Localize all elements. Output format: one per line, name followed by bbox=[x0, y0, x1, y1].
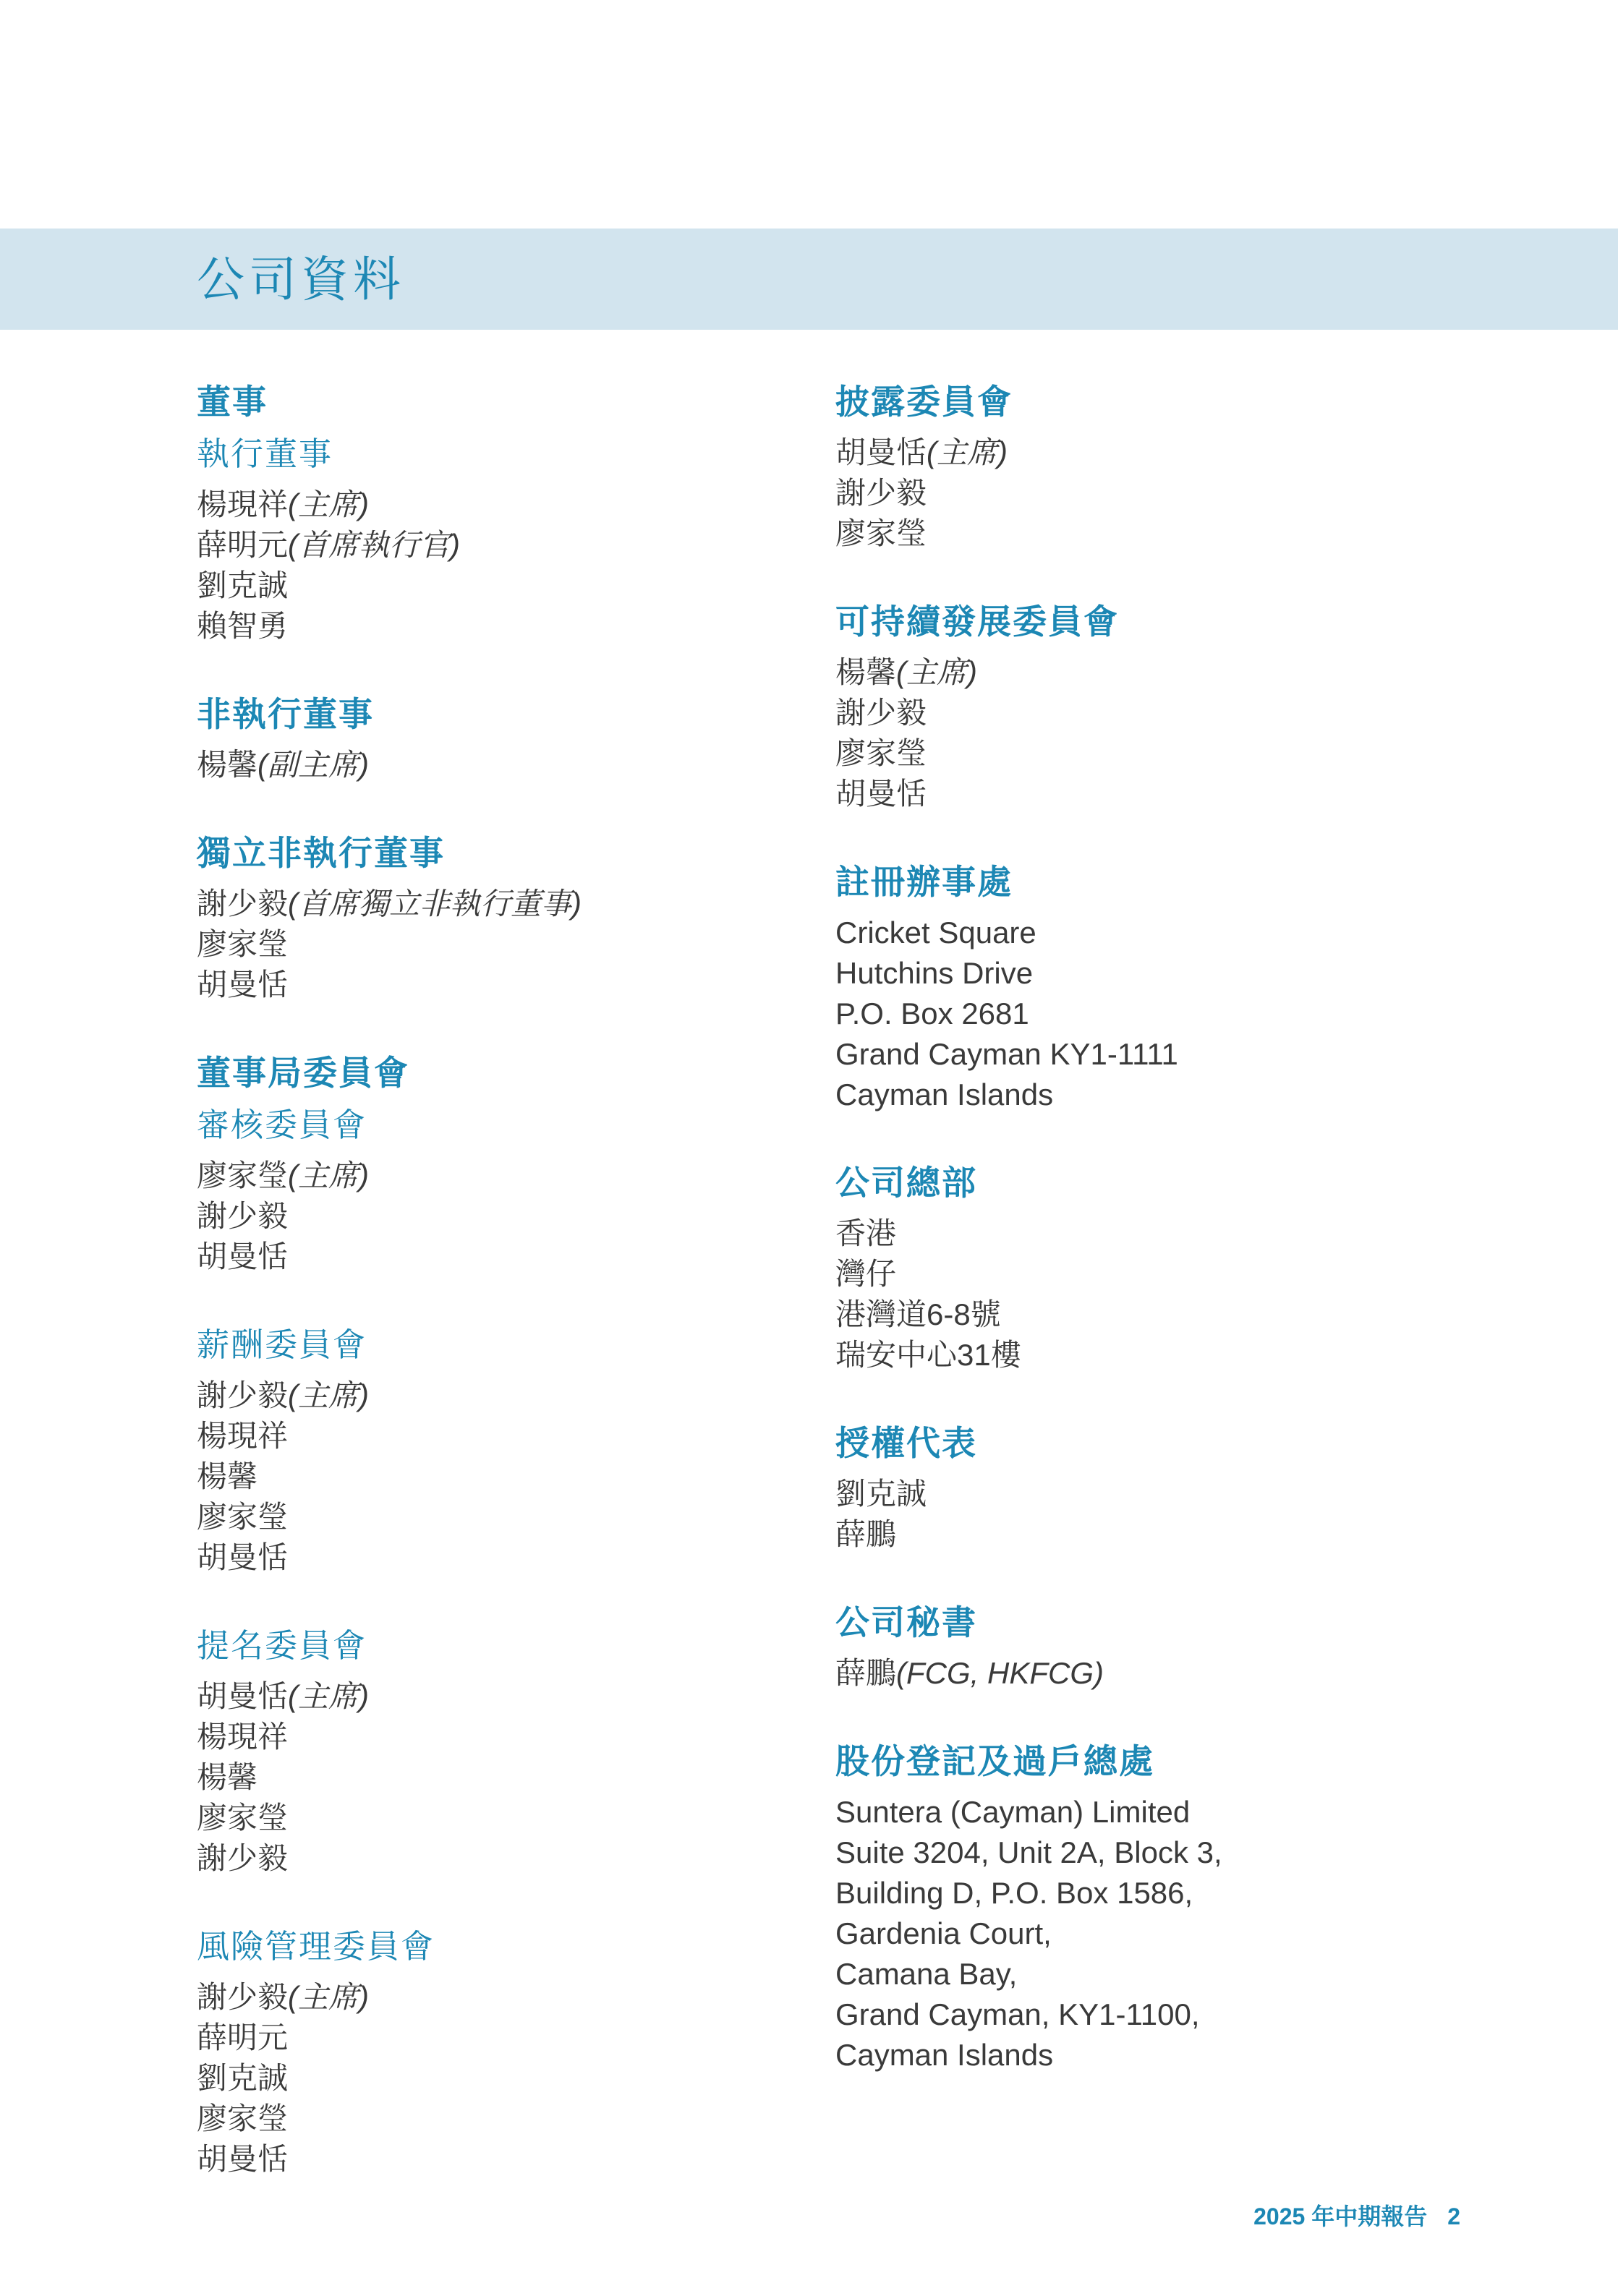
company-secretary-list bbox=[835, 1653, 1559, 1694]
non-executive-directors-heading: 非執行董事 bbox=[197, 695, 374, 733]
member-name: 薛明元 bbox=[197, 528, 289, 562]
member-row bbox=[197, 1838, 819, 1879]
text-line: 瑞安中心31樓 bbox=[835, 1338, 1021, 1372]
member-row bbox=[197, 1717, 819, 1757]
independent-directors-list bbox=[197, 884, 819, 1005]
risk-committee-list bbox=[197, 1977, 819, 2180]
member-role: (主席) bbox=[896, 655, 977, 689]
text-line: Cayman Islands bbox=[835, 2038, 1054, 2072]
text-line: 劉克誠 bbox=[835, 1477, 927, 1511]
non-executive-directors-list bbox=[197, 745, 819, 785]
member-row bbox=[835, 513, 1559, 554]
page-footer bbox=[1253, 2198, 1460, 2235]
remuneration-committee-section bbox=[197, 1319, 819, 1578]
member-row bbox=[197, 1798, 819, 1838]
member-role: (副主席) bbox=[257, 748, 369, 782]
registered-office-address bbox=[835, 913, 1559, 1115]
text-line: 薛鵬 bbox=[835, 1517, 897, 1551]
member-name: 廖家瑩 bbox=[197, 1158, 289, 1192]
nomination-committee-section bbox=[197, 1620, 819, 1879]
member-row bbox=[197, 745, 819, 785]
member-name: 楊馨 bbox=[197, 1760, 258, 1794]
disclosure-committee-section bbox=[835, 376, 1559, 554]
member-name: 廖家瑩 bbox=[835, 516, 927, 550]
executive-directors-heading: 執行董事 bbox=[197, 435, 333, 472]
member-row bbox=[197, 924, 819, 965]
member-row bbox=[197, 2058, 819, 2099]
independent-directors-heading: 獨立非執行董事 bbox=[197, 834, 445, 872]
member-name: 廖家瑩 bbox=[197, 1801, 289, 1835]
text-line: 港灣道6-8號 bbox=[835, 1297, 1001, 1331]
member-name: 楊現祥 bbox=[197, 487, 289, 521]
text-line: Grand Cayman, KY1-1100, bbox=[835, 1997, 1200, 2031]
member-name: 謝少毅 bbox=[197, 887, 289, 921]
text-line: Cricket Square bbox=[835, 916, 1036, 949]
member-row bbox=[197, 2018, 819, 2058]
member-name: 薛明元 bbox=[197, 2020, 289, 2054]
share-registrar-section bbox=[835, 1736, 1559, 2075]
member-row bbox=[197, 1676, 819, 1717]
page-number: 2 bbox=[1447, 2203, 1460, 2229]
member-row bbox=[197, 884, 819, 924]
member-row bbox=[197, 525, 819, 566]
headquarters-address bbox=[835, 1213, 1559, 1375]
member-name: 楊現祥 bbox=[197, 1419, 289, 1453]
member-name: 胡曼恬 bbox=[197, 2142, 289, 2176]
member-row bbox=[197, 1757, 819, 1798]
member-name: 胡曼恬 bbox=[835, 777, 927, 811]
executive-directors-section bbox=[197, 428, 819, 646]
report-name: 2025 年中期報告 bbox=[1253, 2203, 1428, 2229]
authorized-representatives-heading: 授權代表 bbox=[835, 1424, 977, 1462]
member-row bbox=[197, 2139, 819, 2180]
member-role: (主席) bbox=[288, 487, 369, 521]
committees-heading: 董事局委員會 bbox=[197, 1054, 409, 1092]
member-row bbox=[835, 693, 1559, 733]
executive-directors-list bbox=[197, 485, 819, 646]
member-row bbox=[197, 1977, 819, 2018]
left-column bbox=[197, 376, 819, 2222]
nomination-committee-heading: 提名委員會 bbox=[197, 1627, 367, 1664]
member-name: 楊馨 bbox=[197, 748, 258, 782]
remuneration-committee-heading: 薪酬委員會 bbox=[197, 1326, 367, 1363]
member-name: 楊馨 bbox=[835, 655, 897, 689]
member-name: 劉克誠 bbox=[197, 568, 289, 602]
company-secretary-heading: 公司秘書 bbox=[835, 1603, 977, 1642]
member-name: 賴智勇 bbox=[197, 609, 289, 643]
sustainability-committee-section bbox=[835, 596, 1559, 814]
text-line: Grand Cayman KY1-1111 bbox=[835, 1037, 1178, 1071]
right-column bbox=[835, 376, 1559, 2117]
text-line: Gardenia Court, bbox=[835, 1916, 1052, 1950]
member-row bbox=[835, 652, 1559, 693]
company-secretary-section bbox=[835, 1597, 1559, 1694]
member-role: (首席執行官) bbox=[288, 528, 460, 562]
member-row bbox=[835, 774, 1559, 814]
nomination-committee-list bbox=[197, 1676, 819, 1879]
non-executive-directors-section bbox=[197, 688, 819, 785]
member-row bbox=[197, 1537, 819, 1578]
member-row bbox=[835, 473, 1559, 513]
member-name: 胡曼恬 bbox=[197, 1239, 289, 1273]
member-row bbox=[197, 1156, 819, 1196]
member-row bbox=[835, 1653, 1559, 1694]
text-line: 香港 bbox=[835, 1216, 897, 1250]
sustainability-committee-heading: 可持續發展委員會 bbox=[835, 602, 1119, 641]
member-name: 謝少毅 bbox=[197, 1841, 289, 1875]
text-line: P.O. Box 2681 bbox=[835, 997, 1029, 1030]
text-line: Suntera (Cayman) Limited bbox=[835, 1795, 1191, 1829]
member-name: 劉克誠 bbox=[197, 2061, 289, 2095]
audit-committee-list bbox=[197, 1156, 819, 1277]
member-row bbox=[197, 1196, 819, 1237]
member-name: 胡曼恬 bbox=[197, 968, 289, 1002]
independent-directors-section bbox=[197, 827, 819, 1005]
member-role: (主席) bbox=[288, 1980, 369, 2014]
member-row bbox=[835, 432, 1559, 473]
headquarters-heading: 公司總部 bbox=[835, 1164, 977, 1202]
text-line: Suite 3204, Unit 2A, Block 3, bbox=[835, 1835, 1222, 1869]
member-role: (首席獨立非執行董事) bbox=[288, 887, 582, 921]
member-name: 胡曼恬 bbox=[197, 1679, 289, 1713]
page-title: 公司資料 bbox=[197, 252, 405, 306]
member-row bbox=[197, 606, 819, 646]
headquarters-section bbox=[835, 1157, 1559, 1375]
member-row bbox=[197, 965, 819, 1005]
text-line: Building D, P.O. Box 1586, bbox=[835, 1876, 1193, 1910]
remuneration-committee-list bbox=[197, 1375, 819, 1578]
member-name: 廖家瑩 bbox=[197, 1500, 289, 1534]
member-role: (主席) bbox=[288, 1378, 369, 1412]
member-name: 廖家瑩 bbox=[835, 736, 927, 770]
member-name: 謝少毅 bbox=[197, 1980, 289, 2014]
text-line: Hutchins Drive bbox=[835, 956, 1034, 990]
member-name: 謝少毅 bbox=[197, 1199, 289, 1233]
authorized-representatives-list bbox=[835, 1474, 1559, 1555]
audit-committee-section bbox=[197, 1099, 819, 1277]
member-row bbox=[197, 1497, 819, 1537]
text-line: Camana Bay, bbox=[835, 1957, 1018, 1991]
directors-heading: 董事 bbox=[197, 383, 268, 421]
member-row bbox=[197, 566, 819, 606]
member-name: 薛鵬 bbox=[835, 1656, 897, 1690]
member-name: 謝少毅 bbox=[835, 476, 927, 510]
authorized-representatives-section bbox=[835, 1417, 1559, 1555]
risk-committee-heading: 風險管理委員會 bbox=[197, 1928, 435, 1965]
member-role: (主席) bbox=[288, 1679, 369, 1713]
member-row bbox=[197, 1237, 819, 1277]
member-name: 謝少毅 bbox=[835, 696, 927, 730]
registered-office-section bbox=[835, 856, 1559, 1115]
disclosure-committee-list bbox=[835, 432, 1559, 554]
member-name: 胡曼恬 bbox=[835, 435, 927, 469]
member-row bbox=[197, 1375, 819, 1416]
member-row bbox=[197, 1456, 819, 1497]
member-name: 謝少毅 bbox=[197, 1378, 289, 1412]
registered-office-heading: 註冊辦事處 bbox=[835, 863, 1013, 901]
risk-committee-section bbox=[197, 1921, 819, 2180]
sustainability-committee-list bbox=[835, 652, 1559, 814]
member-name: 廖家瑩 bbox=[197, 2101, 289, 2135]
text-line: Cayman Islands bbox=[835, 1077, 1054, 1111]
member-name: 廖家瑩 bbox=[197, 927, 289, 961]
member-role: (主席) bbox=[288, 1158, 369, 1192]
disclosure-committee-heading: 披露委員會 bbox=[835, 383, 1013, 421]
member-row bbox=[197, 2099, 819, 2139]
share-registrar-address bbox=[835, 1792, 1559, 2075]
member-role: (FCG, HKFCG) bbox=[896, 1656, 1104, 1690]
member-row bbox=[197, 485, 819, 525]
share-registrar-heading: 股份登記及過戶總處 bbox=[835, 1742, 1154, 1780]
member-name: 楊馨 bbox=[197, 1459, 258, 1493]
member-name: 楊現祥 bbox=[197, 1720, 289, 1754]
member-row bbox=[835, 733, 1559, 774]
member-role: (主席) bbox=[927, 435, 1008, 469]
text-line: 灣仔 bbox=[835, 1257, 897, 1291]
member-name: 胡曼恬 bbox=[197, 1540, 289, 1574]
member-row bbox=[197, 1416, 819, 1456]
audit-committee-heading: 審核委員會 bbox=[197, 1106, 367, 1143]
